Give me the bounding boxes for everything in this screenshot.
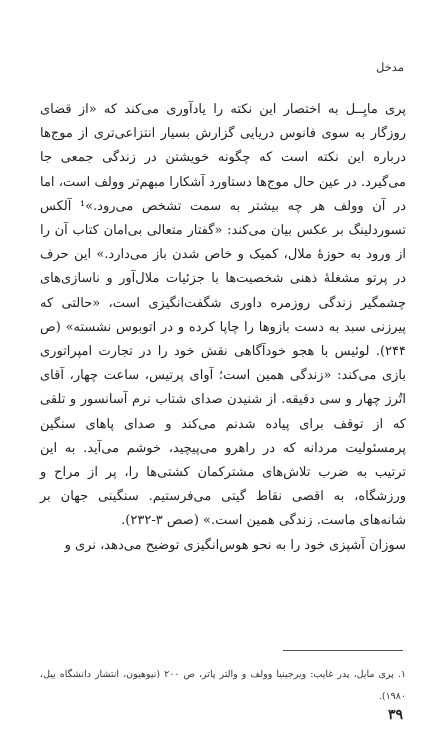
footnote-text: ۱. پری مایل، پدر غایب: ویرجینیا وولف و والتر پاتر، ص ۲۰۰ (نیوهیون، انتشار دانشگاه ییل، ۱۹۸۰). (40, 669, 406, 702)
footnote (40, 664, 406, 708)
footnote-divider (283, 650, 403, 651)
body-text (40, 98, 406, 558)
running-head: مدخل (375, 60, 404, 74)
paragraph-1: پری مایِــل به اختصار این نکته را یادآوری می‌کند که «از قضای روزگار به سوی فانوس دریایی گزارش بسیار انتزاعی‌تری از موج‌ها درباره این نکته است که چگونه خویشتن در زندگی جمعی جا می‌گیرد. در عین حال موج‌ها دستاورد آشکارا مبهم‌تر وولف است، اما در آن وولف هر چه بیشتر به سمت تشخص می‌رود.»¹ آلکس تسوردلینگ بر عکس بیان می‌کند: «گفتار متعالی بی‌امان کتاب آن را از ورود به حوزهٔ ملال، کمیک و خاص شدن باز می‌دارد.» این حرف در پرتو مشغلهٔ ذهنی شخصیت‌ها با جزئیات ملال‌آور و ناسازی‌های چشمگیر زندگی روزمره داوری شگفت‌انگیزی است، «حالتی که پیرزنی سبد به دست بازوها را چاپا کرده و در اتوبوس نشسته» (ص ۲۴۴). لوئیس با هجو خودآگاهی نقش خود را در تجارت امپراتوری بازی می‌کند: «زندگی همین است؛ آوای پرتیس، ساعت چهار، آقای اتُرز چهار و سی دقیقه. از شنیدن صدای شتاب نرم آسانسور و تلقی که از توقف برای پیاده شدنم می‌کند و صدای پاهای سنگین پرمسئولیت مردانه که در راهرو می‌پیچید، خوشم می‌آید. به این ترتیب به ضرب تلاش‌های مشترکمان کشتی‌ها را، پر از مراح و ورزشگاه، به اقصی نقاط گیتی می‌فرستیم. سنگینی جهان بر شانه‌های ماست. زندگی همین است.» (صص ۳-۲۳۲). (40, 102, 406, 529)
paragraph-2: سوزان آشپزی خود را به نحو هوس‌انگیزی توضیح می‌دهد، نری و (64, 537, 406, 553)
page-number: ۳۹ (387, 707, 403, 723)
